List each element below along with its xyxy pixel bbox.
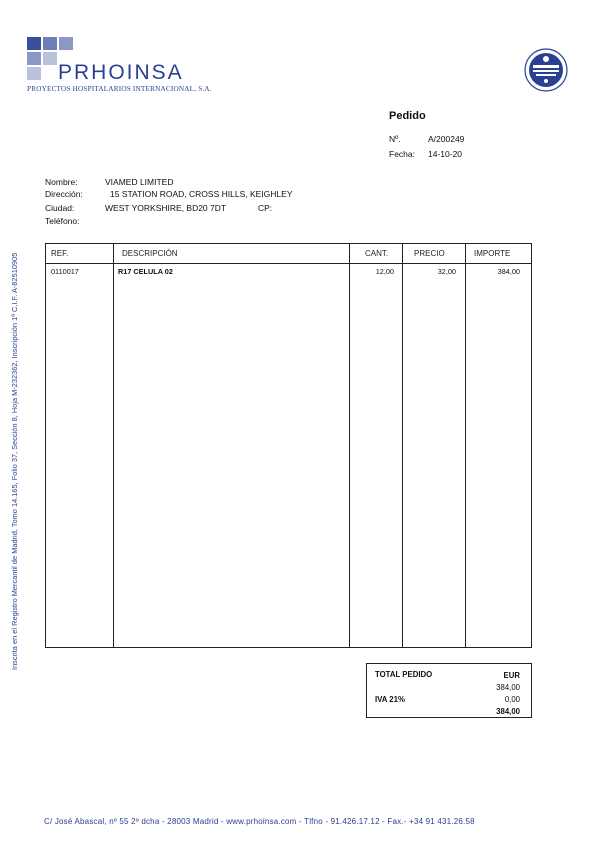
vat-label: IVA 21% [375, 695, 405, 704]
row-ref: 0110017 [51, 267, 79, 276]
col-header-quantity: CANT. [365, 249, 389, 258]
col-header-ref: REF. [51, 249, 69, 258]
registry-note: Inscrita en el Registro Mercantil de Madrid, Tomo 14.165, Folio 37, Sección 8, Hoja M-232362, Inscripción 1ª C.I.F. A-82510905 [10, 252, 19, 670]
customer-cp-label: CP: [258, 203, 273, 213]
totals-currency: EUR [503, 671, 520, 680]
col-header-price: PRECIO [414, 249, 445, 258]
row-price: 32,00 [437, 267, 456, 276]
customer-address-label: Dirección: [45, 189, 83, 199]
row-amount: 384,00 [497, 267, 520, 276]
customer-name-label: Nombre: [45, 177, 78, 187]
order-date-label: Fecha: [389, 149, 415, 159]
col-header-amount: IMPORTE [474, 249, 511, 258]
customer-name: VIAMED LIMITED [105, 177, 174, 187]
footer-contact: C/ José Abascal, nº 55 2º dcha - 28003 Madrid - www.prhoinsa.com - Tlfno - 91.426.17.12 - Fax.- +34 91 431.26.58 [44, 817, 475, 826]
document-title: Pedido [389, 110, 426, 122]
registration-seal-icon [524, 48, 568, 92]
column-divider [465, 244, 466, 647]
customer-phone-label: Teléfono: [45, 216, 80, 226]
customer-city-label: Ciudad: [45, 203, 75, 213]
order-date: 14-10-20 [428, 149, 463, 159]
col-header-description: DESCRIPCIÓN [122, 249, 178, 258]
order-number: A/200249 [428, 134, 465, 144]
totals-box [366, 663, 532, 718]
company-name: PRHOINSA [58, 61, 184, 84]
company-tagline: PROYECTOS HOSPITALARIOS INTERNACIONAL, S.A. [27, 85, 212, 93]
row-quantity: 12,00 [375, 267, 394, 276]
order-items-table [45, 243, 532, 648]
totals-subtotal: 384,00 [496, 683, 520, 692]
order-total: 384,00 [496, 707, 520, 716]
order-number-label: Nº. [389, 134, 401, 144]
column-divider [402, 244, 403, 647]
totals-title: TOTAL PEDIDO [375, 670, 433, 679]
column-divider [349, 244, 350, 647]
column-divider [113, 244, 114, 647]
vat-amount: 0,00 [504, 695, 520, 704]
row-description: R17 CELULA 02 [118, 267, 173, 276]
header-divider [46, 263, 531, 264]
customer-city: WEST YORKSHIRE, BD20 7DT [105, 203, 227, 213]
customer-address: 15 STATION ROAD, CROSS HILLS, KEIGHLEY [110, 189, 293, 199]
